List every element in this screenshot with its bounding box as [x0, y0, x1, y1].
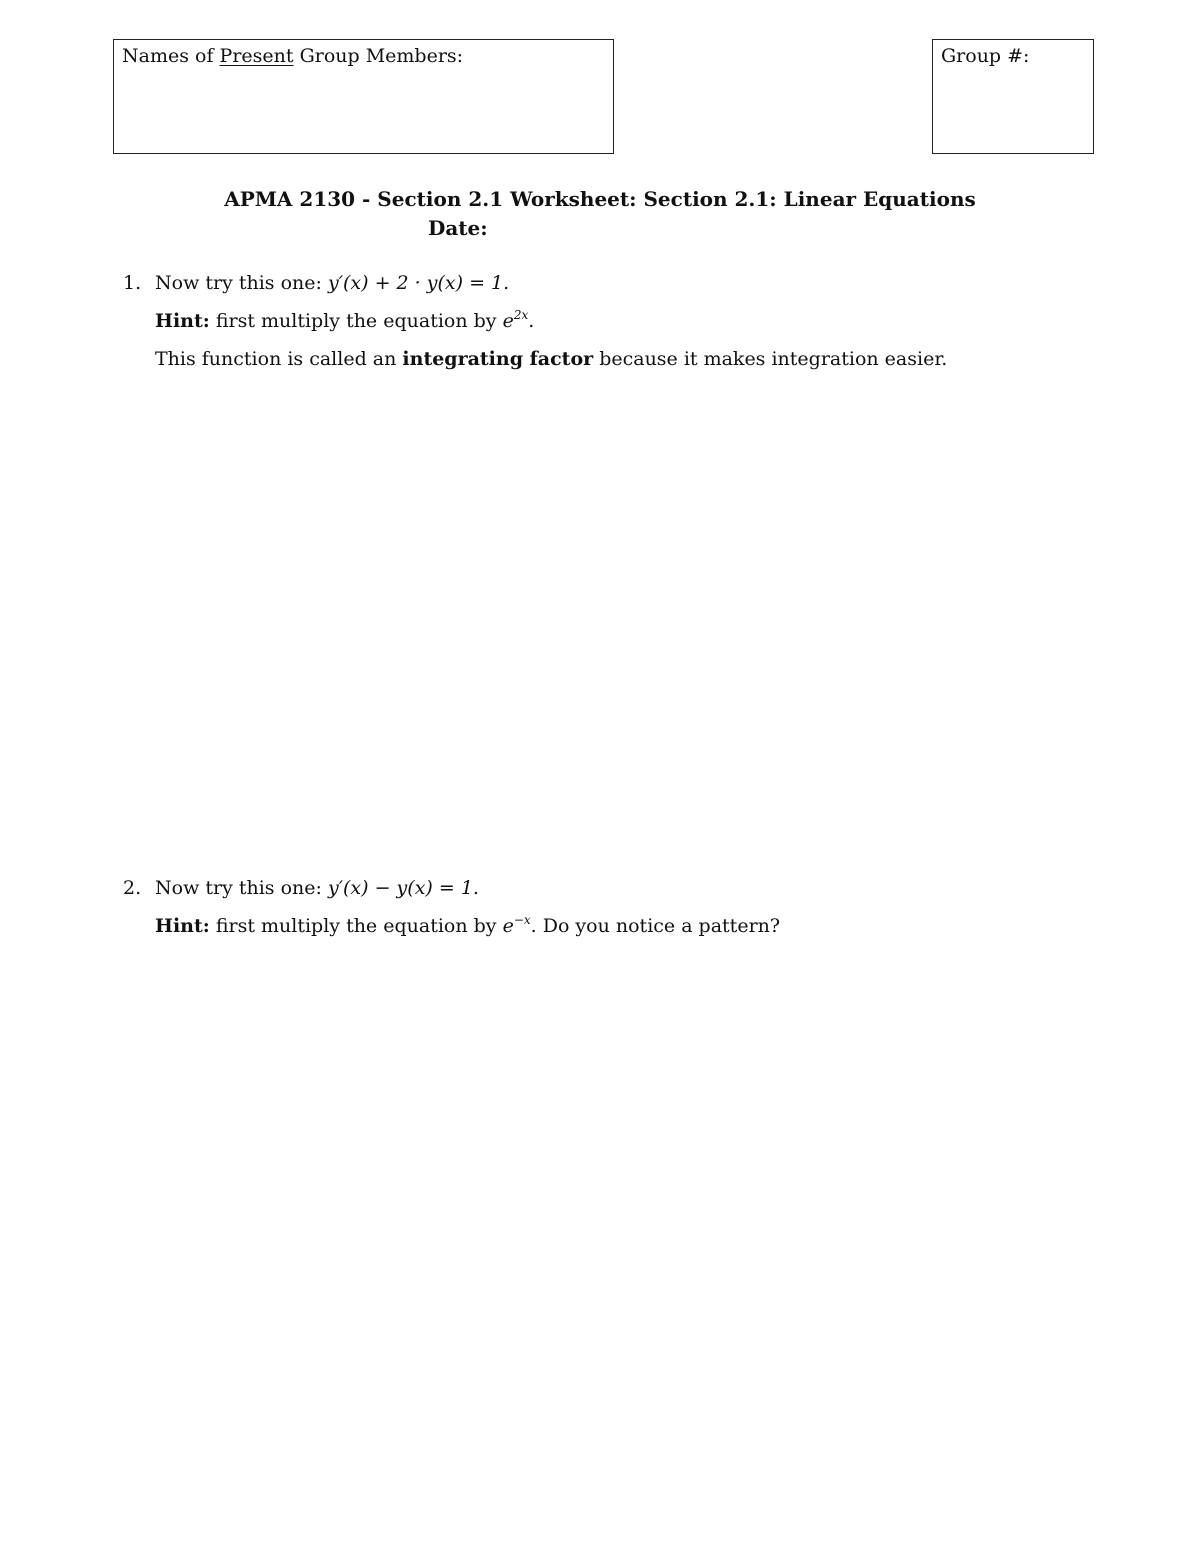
names-box[interactable] [113, 39, 614, 154]
date-label: Date: [428, 216, 488, 240]
group-number-box[interactable] [932, 39, 1094, 154]
problem-1-hint-math: $e^{2x}$ [502, 308, 529, 332]
worksheet-title: APMA 2130 - Section 2.1 Worksheet: Section 2.1: Linear Equations [224, 187, 976, 211]
problem-2-hint-math: $e^{-x}$ [502, 913, 531, 937]
present-underlined: Present [219, 45, 294, 67]
problem-2-number: 2. [123, 877, 142, 899]
problem-1-equation: y′(x) + 2 · y(x) = 1. [327, 272, 510, 294]
problem-2-prompt: Now try this one: y′(x) − y(x) = 1. [155, 877, 479, 899]
problem-2-hint: Hint: first multiply the equation by $e^{-x}$. Do you notice a pattern? [155, 913, 781, 937]
problem-1-hint: Hint: first multiply the equation by $e^{2x}$. [155, 308, 535, 332]
group-label: Group #: [941, 45, 1030, 67]
problem-1-prompt: Now try this one: y′(x) + 2 · y(x) = 1. [155, 272, 510, 294]
problem-2-equation: y′(x) − y(x) = 1. [327, 877, 479, 899]
problem-1-note: This function is called an integrating factor because it makes integration easier. [155, 348, 948, 370]
names-label: Names of Present Group Members: [122, 45, 464, 67]
problem-1-number: 1. [123, 272, 142, 294]
